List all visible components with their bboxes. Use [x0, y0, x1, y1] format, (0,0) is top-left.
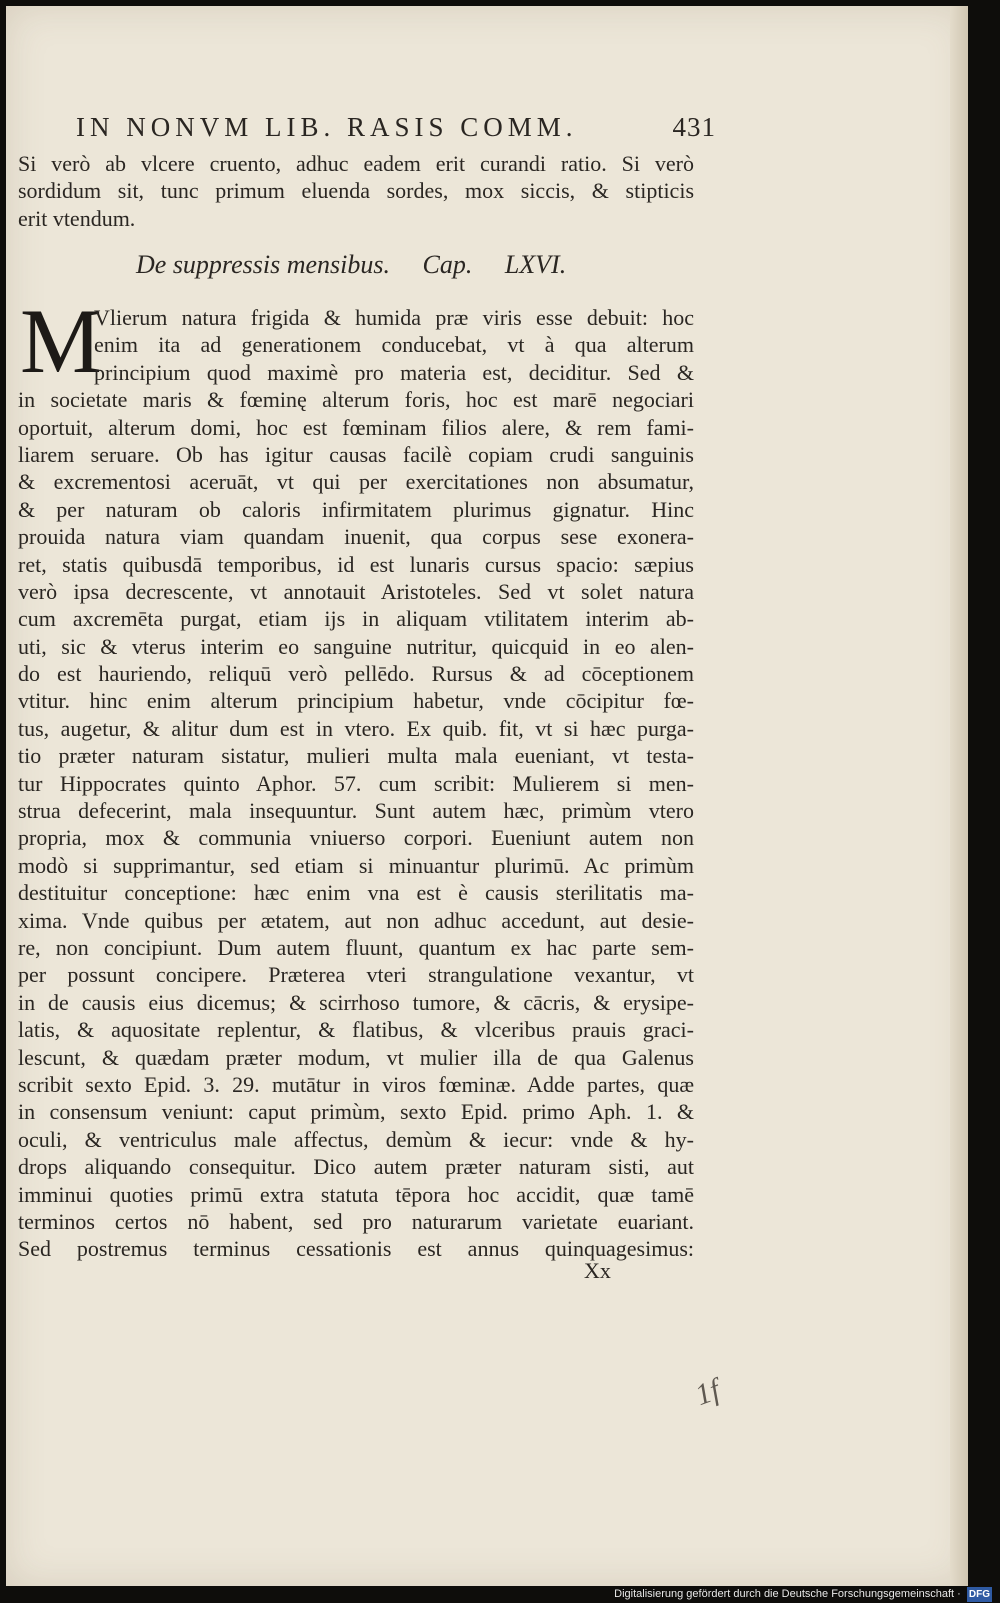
text-line: ret, statis quibusdā temporibus, id est lunaris cursus spacio: sæpius — [18, 551, 694, 577]
chapter-cap-label: Cap. — [422, 250, 473, 279]
text-line: & per naturam ob caloris infirmitatem plurimus gignatur. Hinc — [18, 496, 694, 522]
text-line: imminui quoties primū extra statuta tēpora hoc accidit, quæ tamē — [18, 1181, 694, 1207]
text-line: oportuit, alterum domi, hoc est fœminam filios alere, & rem fami- — [18, 414, 694, 440]
text-line: tur Hippocrates quinto Aphor. 57. cum scribit: Mulierem si men- — [18, 770, 694, 796]
text-line: uti, sic & vterus interim eo sanguine nutritur, quicquid in eo alen- — [18, 633, 694, 659]
text-line: erit vtendum. — [18, 205, 136, 231]
text-line: in societate maris & fœminę alterum foris, hoc est marē negociari — [18, 387, 694, 413]
text-line: modò si supprimantur, sed etiam si minuantur plurimū. Ac primùm — [18, 852, 694, 878]
page-number: 431 — [672, 112, 716, 142]
text-line: xima. Vnde quibus per ætatem, aut non adhuc accedunt, aut desie- — [18, 907, 694, 933]
text-line: cum axcremēta purgat, etiam ijs in aliquam vtilitatem interim ab- — [18, 606, 694, 632]
text-line: lescunt, & quædam præter modum, vt mulier illa de qua Galenus — [18, 1044, 694, 1070]
running-head — [76, 112, 716, 146]
drop-cap: M — [20, 290, 102, 392]
page-edge — [950, 6, 968, 1586]
text-line: sordidum sit, tunc primum eluenda sordes, mox siccis, & stipticis — [18, 178, 694, 204]
text-line: in de causis eius dicemus; & scirrhoso tumore, & cācris, & erysipe- — [18, 989, 694, 1015]
chapter-body — [18, 290, 694, 1263]
text-line: propria, mox & communia vniuerso corpori. Eueniunt autem non — [18, 825, 694, 851]
text-line: Sed postremus terminus cessationis est annus quinquagesimus: — [18, 1236, 694, 1262]
text-line: vtitur. hinc enim alterum principium habetur, vnde cōcipitur fœ- — [18, 688, 694, 714]
footer-text: Digitalisierung gefördert durch die Deutsche Forschungsgemeinschaft · — [614, 1588, 961, 1600]
text-line: verò ipsa decrescente, vt annotauit Aristoteles. Sed vt solet natura — [18, 578, 694, 604]
text-line: drops aliquando consequitur. Dico autem præter naturam sisti, aut — [18, 1154, 694, 1180]
text-line: enim ita ad generationem conducebat, vt à qua alterum — [94, 332, 694, 358]
text-line: tus, augetur, & alitur dum est in vtero. Ex quib. fit, vt si hæc purga- — [18, 715, 694, 741]
text-line: liarem seruare. Ob has igitur causas facilè copiam crudi sanguinis — [18, 441, 694, 467]
book-page — [6, 6, 968, 1586]
text-line: Vlierum natura frigida & humida præ viris esse debuit: hoc — [94, 305, 694, 330]
text-line: re, non concipiunt. Dum autem fluunt, quantum ex hac parte sem- — [18, 934, 694, 960]
text-line: terminos certos nō habent, sed pro naturarum varietate euariant. — [18, 1208, 694, 1234]
chapter-title: De suppressis mensibus. — [136, 250, 390, 279]
catchword: Xx — [584, 1258, 611, 1283]
intro-paragraph — [18, 150, 694, 232]
text-line: strua defecerint, mala insequuntur. Sunt autem hæc, primùm vtero — [18, 798, 694, 824]
text-line: & excrementosi aceruāt, vt qui per exercitationes non absumatur, — [18, 469, 694, 495]
dfg-logo: DFG — [968, 1589, 990, 1600]
text-line: Si verò ab vlcere cruento, adhuc eadem erit curandi ratio. Si verò — [18, 151, 694, 176]
text-line: per possunt concipere. Præterea vteri strangulatione vexantur, vt — [18, 962, 694, 988]
chapter-heading — [136, 250, 596, 282]
text-line: scribit sexto Epid. 3. 29. mutātur in viros fœminæ. Adde partes, quæ — [18, 1071, 694, 1097]
text-line: oculi, & ventriculus male affectus, demùm & iecur: vnde & hy- — [18, 1126, 694, 1152]
text-line: principium quod maximè pro materia est, deciditur. Sed & — [94, 359, 694, 385]
digitization-footer — [614, 1587, 992, 1602]
text-line: destituitur conceptione: hæc enim vna est è causis sterilitatis ma- — [18, 880, 694, 906]
running-title: IN NONVM LIB. RASIS COMM. — [76, 112, 578, 142]
text-line: in consensum veniunt: caput primùm, sexto Epid. primo Aph. 1. & — [18, 1099, 694, 1125]
text-line: tio præter naturam sistatur, mulieri multa mala eueniant, vt testa- — [18, 743, 694, 769]
text-line: do est hauriendo, reliquū verò pellēdo. Rursus & ad cōceptionem — [18, 661, 694, 687]
handwritten-mark: 1f — [690, 1373, 725, 1413]
chapter-number: LXVI. — [504, 250, 567, 279]
text-line: prouida natura viam quandam inuenit, qua corpus sese exonera- — [18, 524, 694, 550]
text-line: latis, & aquositate replentur, & flatibus, & vlceribus prauis graci- — [18, 1017, 694, 1043]
